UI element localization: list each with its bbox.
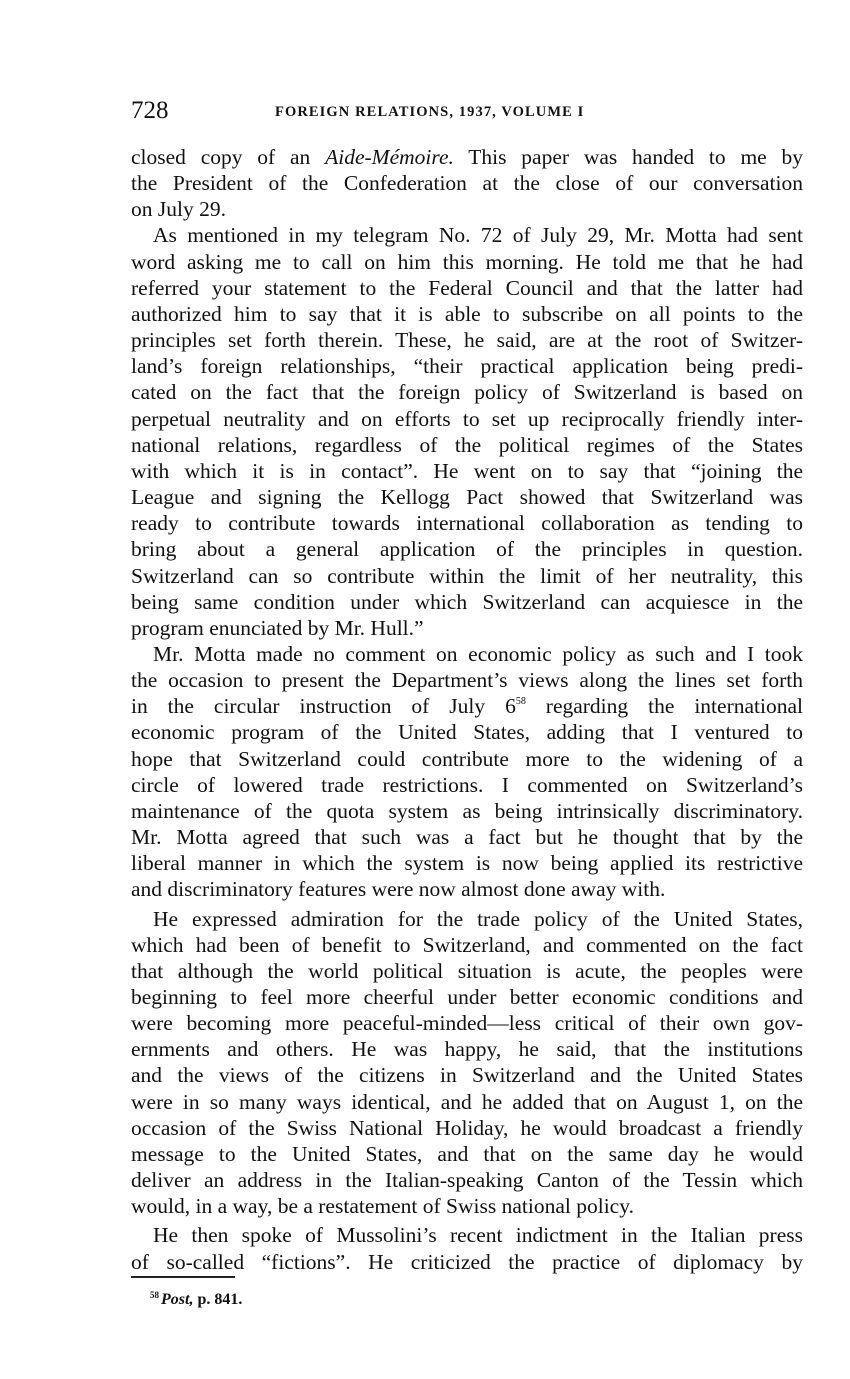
paragraph-line: referred your statement to the Federal Council and that the latter had [131, 275, 803, 300]
paragraph-line: national relations, regardless of the political regimes of the States [131, 432, 803, 457]
paragraph-line: on July 29. [131, 197, 226, 222]
paragraph-line: occasion of the Swiss National Holiday, he would broadcast a friendly [131, 1115, 803, 1140]
running-head: FOREIGN RELATIONS, 1937, VOLUME I [275, 104, 585, 120]
paragraph-line: in the circular instruction of July 6$^{58}$ regarding the international [131, 694, 803, 719]
page-number: 728 [131, 97, 169, 124]
paragraph-line: message to the United States, and that on the same day he would [131, 1141, 803, 1166]
footnote-reference: 58 [515, 696, 526, 708]
paragraph-line: hope that Switzerland could contribute more to the widening of a [131, 746, 803, 771]
paragraph-line: word asking me to call on him this morning. He told me that he had [131, 249, 803, 274]
paragraph-line: and discriminatory features were now almost done away with. [131, 877, 666, 902]
paragraph-line: would, in a way, be a restatement of Swiss national policy. [131, 1194, 634, 1219]
paragraph-line: which had been of benefit to Switzerland, and commented on the fact [131, 932, 803, 957]
paragraph-line: the occasion to present the Department’s views along the lines set forth [131, 668, 803, 693]
page-header [131, 96, 803, 130]
paragraph-line: with which it is in contact”. He went on to say that “joining the [131, 458, 803, 483]
paragraph-line: maintenance of the quota system as being intrinsically discriminatory. [131, 798, 803, 823]
paragraph-line: Mr. Motta made no comment on economic policy as such and I took [153, 641, 803, 666]
paragraph-line: and the views of the citizens in Switzerland and the United States [131, 1063, 803, 1088]
footnote [150, 1289, 242, 1311]
paragraph-line: perpetual neutrality and on efforts to set up reciprocally friendly inter- [131, 406, 803, 431]
paragraph-line: principles set forth therein. These, he said, are at the root of Switzer- [131, 328, 803, 353]
paragraph-line: He expressed admiration for the trade policy of the United States, [153, 906, 803, 931]
paragraph-line: land’s foreign relationships, “their practical application being predi- [131, 354, 803, 379]
paragraph-line: Switzerland can so contribute within the limit of her neutrality, this [131, 563, 803, 588]
paragraph-line: that although the world political situation is acute, the peoples were [131, 958, 803, 983]
paragraph-line: closed copy of an Aide-Mémoire. This paper was handed to me by [131, 145, 804, 169]
paragraph-line: ernments and others. He was happy, he said, that the institutions [131, 1037, 803, 1062]
body-text [131, 144, 803, 1275]
aide-memoire-term: Aide-Mémoire. [325, 145, 454, 169]
paragraph-line: Mr. Motta agreed that such was a fact but he thought that by the [131, 825, 803, 850]
paragraph-line: the President of the Confederation at the close of our conversation [131, 171, 803, 196]
paragraph-line: cated on the fact that the foreign policy of Switzerland is based on [131, 380, 803, 405]
paragraph-line: of so-called “fictions”. He criticized the practice of diplomacy by [131, 1249, 803, 1274]
paragraph-line: circle of lowered trade restrictions. I commented on Switzerland’s [131, 772, 803, 797]
paragraph-line: were becoming more peaceful-minded—less critical of their own gov- [131, 1011, 803, 1036]
paragraph-line: ready to contribute towards international collaboration as tending to [131, 511, 803, 536]
paragraph-line: beginning to feel more cheerful under better economic conditions and [131, 985, 803, 1009]
paragraph-line: liberal manner in which the system is now being applied its restrictive [131, 851, 803, 876]
paragraph-line: He then spoke of Mussolini’s recent indictment in the Italian press [153, 1223, 803, 1248]
paragraph-line: deliver an address in the Italian-speaking Canton of the Tessin which [131, 1168, 803, 1193]
footnote-italic: Post, [161, 1291, 194, 1308]
paragraph-line: authorized him to say that it is able to subscribe on all points to the [131, 301, 803, 326]
paragraph-line: were in so many ways identical, and he added that on August 1, on the [131, 1089, 803, 1114]
footnote-divider [131, 1276, 235, 1278]
paragraph-line: economic program of the United States, adding that I ventured to [131, 720, 803, 745]
paragraph-line: As mentioned in my telegram No. 72 of July 29, Mr. Motta had sent [153, 223, 803, 248]
paragraph-line: program enunciated by Mr. Hull.” [131, 615, 424, 640]
footnote-text: p. 841. [193, 1291, 243, 1308]
footnote-mark: 58 [150, 1290, 159, 1300]
paragraph-line: bring about a general application of the principles in question. [131, 537, 803, 562]
paragraph-line: League and signing the Kellogg Pact showed that Switzerland was [131, 485, 803, 510]
paragraph-line: being same condition under which Switzerland can acquiesce in the [131, 589, 803, 614]
